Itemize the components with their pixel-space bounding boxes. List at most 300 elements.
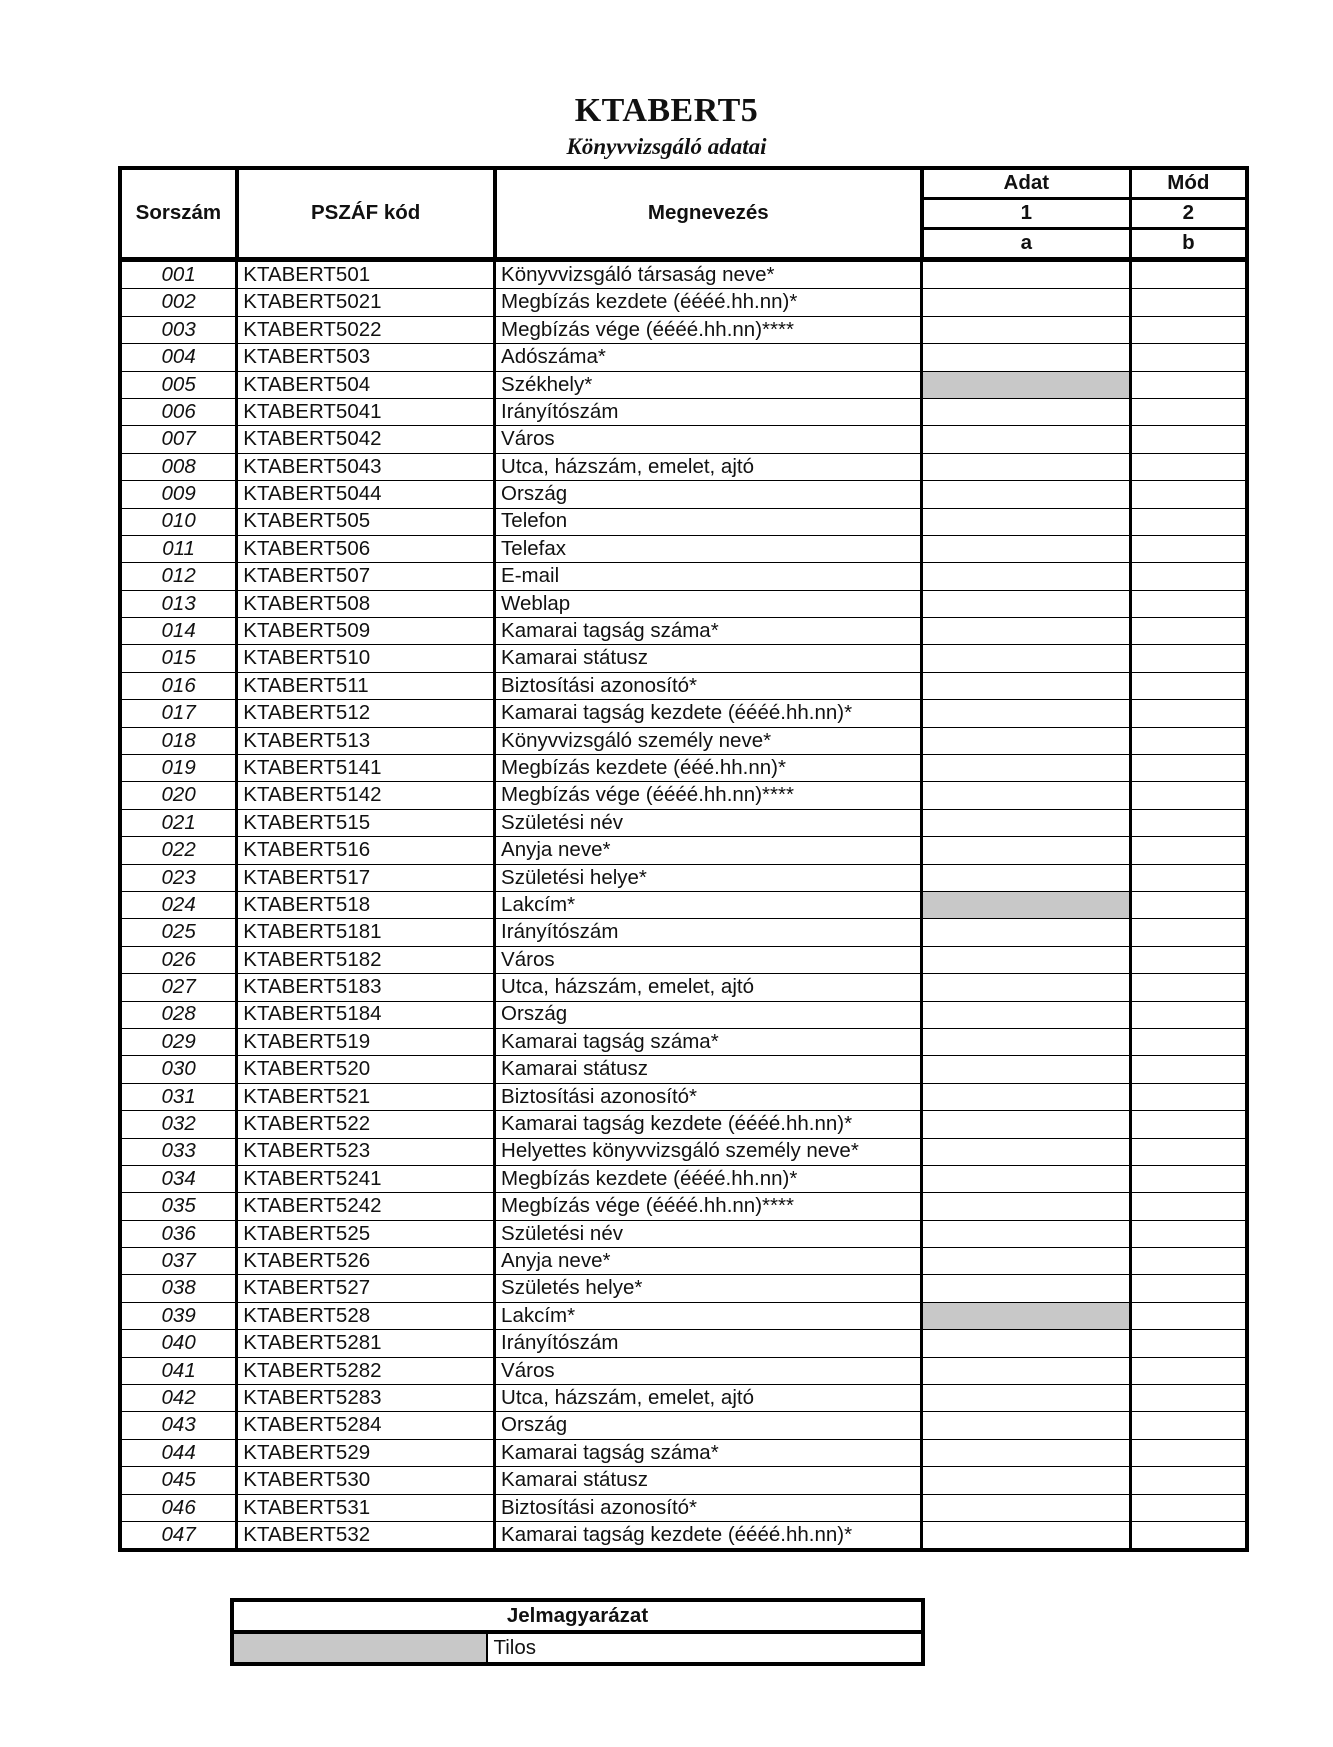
row-adat-cell [922, 590, 1130, 617]
table-row [120, 508, 1247, 535]
row-megnevezes: Telefax [495, 535, 922, 562]
row-sorszam: 001 [120, 260, 237, 289]
table-row [120, 891, 1247, 918]
table-row [120, 1138, 1247, 1165]
row-pszaf-kod: KTABERT503 [237, 344, 495, 371]
row-megnevezes: Helyettes könyvvizsgáló személy neve* [495, 1138, 922, 1165]
row-sorszam: 009 [120, 481, 237, 508]
row-adat-cell [922, 1056, 1130, 1083]
row-mod-cell [1130, 755, 1247, 782]
row-sorszam: 026 [120, 946, 237, 973]
row-pszaf-kod: KTABERT527 [237, 1275, 495, 1302]
table-row [120, 1028, 1247, 1055]
row-megnevezes: Kamarai tagság kezdete (éééé.hh.nn)* [495, 1111, 922, 1138]
row-mod-cell [1130, 618, 1247, 645]
table-row [120, 1385, 1247, 1412]
table-row [120, 453, 1247, 480]
row-pszaf-kod: KTABERT5022 [237, 316, 495, 343]
row-megnevezes: Kamarai státusz [495, 645, 922, 672]
row-adat-cell [922, 481, 1130, 508]
row-adat-cell [922, 837, 1130, 864]
table-row [120, 864, 1247, 891]
legend-table [230, 1598, 925, 1666]
table-row [120, 1467, 1247, 1494]
row-pszaf-kod: KTABERT5282 [237, 1357, 495, 1384]
row-sorszam: 038 [120, 1275, 237, 1302]
row-pszaf-kod: KTABERT511 [237, 672, 495, 699]
row-mod-cell [1130, 891, 1247, 918]
row-sorszam: 007 [120, 426, 237, 453]
row-adat-cell [922, 398, 1130, 425]
row-megnevezes: Anyja neve* [495, 1248, 922, 1275]
row-pszaf-kod: KTABERT5183 [237, 974, 495, 1001]
row-megnevezes: Születési helye* [495, 864, 922, 891]
row-sorszam: 021 [120, 809, 237, 836]
row-megnevezes: Születés helye* [495, 1275, 922, 1302]
row-megnevezes: Lakcím* [495, 1302, 922, 1329]
row-sorszam: 016 [120, 672, 237, 699]
row-adat-cell [922, 1467, 1130, 1494]
row-mod-cell [1130, 316, 1247, 343]
row-megnevezes: Biztosítási azonosító* [495, 672, 922, 699]
row-adat-cell [922, 260, 1130, 289]
row-mod-cell [1130, 1275, 1247, 1302]
row-adat-cell [922, 974, 1130, 1001]
row-megnevezes: Megbízás vége (éééé.hh.nn)**** [495, 316, 922, 343]
row-mod-cell [1130, 809, 1247, 836]
row-mod-cell [1130, 453, 1247, 480]
row-pszaf-kod: KTABERT518 [237, 891, 495, 918]
header-sorszam: Sorszám [120, 168, 237, 260]
row-adat-cell [922, 1357, 1130, 1384]
table-row [120, 1165, 1247, 1192]
row-mod-cell [1130, 864, 1247, 891]
row-sorszam: 014 [120, 618, 237, 645]
header-mod-number: 2 [1130, 199, 1247, 229]
row-megnevezes: Kamarai tagság száma* [495, 1028, 922, 1055]
row-adat-cell [922, 371, 1130, 398]
table-row [120, 289, 1247, 316]
row-megnevezes: Város [495, 426, 922, 453]
row-sorszam: 033 [120, 1138, 237, 1165]
row-mod-cell [1130, 426, 1247, 453]
row-pszaf-kod: KTABERT531 [237, 1494, 495, 1521]
row-pszaf-kod: KTABERT525 [237, 1220, 495, 1247]
row-mod-cell [1130, 1385, 1247, 1412]
row-pszaf-kod: KTABERT5184 [237, 1001, 495, 1028]
row-pszaf-kod: KTABERT512 [237, 700, 495, 727]
row-adat-cell [922, 1412, 1130, 1439]
row-pszaf-kod: KTABERT5242 [237, 1193, 495, 1220]
row-mod-cell [1130, 289, 1247, 316]
row-sorszam: 037 [120, 1248, 237, 1275]
table-row [120, 946, 1247, 973]
row-sorszam: 027 [120, 974, 237, 1001]
row-adat-cell [922, 453, 1130, 480]
row-pszaf-kod: KTABERT5041 [237, 398, 495, 425]
table-row [120, 919, 1247, 946]
row-adat-cell [922, 919, 1130, 946]
row-sorszam: 023 [120, 864, 237, 891]
row-mod-cell [1130, 1056, 1247, 1083]
table-row [120, 645, 1247, 672]
row-adat-cell [922, 508, 1130, 535]
row-megnevezes: Város [495, 1357, 922, 1384]
row-mod-cell [1130, 508, 1247, 535]
row-sorszam: 045 [120, 1467, 237, 1494]
table-row [120, 700, 1247, 727]
row-sorszam: 010 [120, 508, 237, 535]
row-mod-cell [1130, 837, 1247, 864]
row-pszaf-kod: KTABERT519 [237, 1028, 495, 1055]
table-body [120, 260, 1247, 1551]
row-pszaf-kod: KTABERT5284 [237, 1412, 495, 1439]
header-megnevezes: Megnevezés [495, 168, 922, 260]
row-megnevezes: Biztosítási azonosító* [495, 1494, 922, 1521]
row-sorszam: 005 [120, 371, 237, 398]
row-pszaf-kod: KTABERT516 [237, 837, 495, 864]
row-megnevezes: Irányítószám [495, 1330, 922, 1357]
data-table [118, 166, 1249, 1552]
row-mod-cell [1130, 1111, 1247, 1138]
row-adat-cell [922, 426, 1130, 453]
table-row [120, 809, 1247, 836]
table-row [120, 260, 1247, 289]
row-pszaf-kod: KTABERT504 [237, 371, 495, 398]
row-sorszam: 042 [120, 1385, 237, 1412]
row-megnevezes: Könyvvizsgáló társaság neve* [495, 260, 922, 289]
table-row [120, 590, 1247, 617]
table-row [120, 1521, 1247, 1550]
table-row [120, 672, 1247, 699]
row-sorszam: 019 [120, 755, 237, 782]
row-megnevezes: Megbízás kezdete (éééé.hh.nn)* [495, 289, 922, 316]
row-mod-cell [1130, 645, 1247, 672]
row-mod-cell [1130, 1357, 1247, 1384]
row-pszaf-kod: KTABERT5281 [237, 1330, 495, 1357]
table-row [120, 618, 1247, 645]
row-pszaf-kod: KTABERT5142 [237, 782, 495, 809]
row-mod-cell [1130, 672, 1247, 699]
row-sorszam: 046 [120, 1494, 237, 1521]
row-pszaf-kod: KTABERT529 [237, 1439, 495, 1466]
table-row [120, 1275, 1247, 1302]
legend-swatch [232, 1632, 487, 1664]
row-adat-cell [922, 1138, 1130, 1165]
row-adat-cell [922, 1385, 1130, 1412]
row-adat-cell [922, 864, 1130, 891]
row-pszaf-kod: KTABERT532 [237, 1521, 495, 1550]
row-mod-cell [1130, 1467, 1247, 1494]
row-adat-cell [922, 809, 1130, 836]
row-megnevezes: Irányítószám [495, 919, 922, 946]
row-sorszam: 013 [120, 590, 237, 617]
row-pszaf-kod: KTABERT5181 [237, 919, 495, 946]
row-adat-cell [922, 1193, 1130, 1220]
row-pszaf-kod: KTABERT5141 [237, 755, 495, 782]
row-mod-cell [1130, 974, 1247, 1001]
row-megnevezes: Kamarai tagság száma* [495, 618, 922, 645]
row-sorszam: 002 [120, 289, 237, 316]
row-mod-cell [1130, 700, 1247, 727]
row-sorszam: 011 [120, 535, 237, 562]
row-pszaf-kod: KTABERT505 [237, 508, 495, 535]
row-adat-cell [922, 1302, 1130, 1329]
row-sorszam: 039 [120, 1302, 237, 1329]
row-sorszam: 020 [120, 782, 237, 809]
row-sorszam: 012 [120, 563, 237, 590]
row-sorszam: 035 [120, 1193, 237, 1220]
legend-title: Jelmagyarázat [232, 1600, 923, 1632]
table-row [120, 1083, 1247, 1110]
row-mod-cell [1130, 1302, 1247, 1329]
table-row [120, 1302, 1247, 1329]
row-pszaf-kod: KTABERT508 [237, 590, 495, 617]
row-pszaf-kod: KTABERT515 [237, 809, 495, 836]
row-adat-cell [922, 1001, 1130, 1028]
row-megnevezes: Weblap [495, 590, 922, 617]
row-megnevezes: Kamarai tagság száma* [495, 1439, 922, 1466]
row-mod-cell [1130, 481, 1247, 508]
row-sorszam: 017 [120, 700, 237, 727]
table-row [120, 1001, 1247, 1028]
row-adat-cell [922, 1028, 1130, 1055]
row-pszaf-kod: KTABERT520 [237, 1056, 495, 1083]
row-sorszam: 015 [120, 645, 237, 672]
row-pszaf-kod: KTABERT506 [237, 535, 495, 562]
row-megnevezes: Telefon [495, 508, 922, 535]
row-sorszam: 034 [120, 1165, 237, 1192]
row-sorszam: 043 [120, 1412, 237, 1439]
row-mod-cell [1130, 919, 1247, 946]
row-mod-cell [1130, 1193, 1247, 1220]
row-megnevezes: Anyja neve* [495, 837, 922, 864]
row-adat-cell [922, 700, 1130, 727]
row-mod-cell [1130, 782, 1247, 809]
row-mod-cell [1130, 398, 1247, 425]
row-mod-cell [1130, 371, 1247, 398]
row-megnevezes: Megbízás kezdete (éééé.hh.nn)* [495, 1165, 922, 1192]
row-mod-cell [1130, 1165, 1247, 1192]
header-adat-number: 1 [922, 199, 1130, 229]
legend-label: Tilos [487, 1632, 923, 1664]
table-row [120, 1412, 1247, 1439]
document-title: KTABERT5 [574, 92, 759, 129]
row-adat-cell [922, 782, 1130, 809]
row-megnevezes: Ország [495, 1001, 922, 1028]
row-adat-cell [922, 289, 1130, 316]
row-mod-cell [1130, 590, 1247, 617]
row-sorszam: 018 [120, 727, 237, 754]
table-row [120, 535, 1247, 562]
row-adat-cell [922, 1165, 1130, 1192]
row-megnevezes: Székhely* [495, 371, 922, 398]
row-adat-cell [922, 672, 1130, 699]
row-adat-cell [922, 1275, 1130, 1302]
row-megnevezes: Adószáma* [495, 344, 922, 371]
row-pszaf-kod: KTABERT521 [237, 1083, 495, 1110]
row-mod-cell [1130, 1083, 1247, 1110]
table-row [120, 1193, 1247, 1220]
row-pszaf-kod: KTABERT501 [237, 260, 495, 289]
row-sorszam: 032 [120, 1111, 237, 1138]
table-row [120, 1439, 1247, 1466]
table-row [120, 755, 1247, 782]
row-adat-cell [922, 946, 1130, 973]
row-megnevezes: Születési név [495, 809, 922, 836]
row-megnevezes: Születési név [495, 1220, 922, 1247]
row-adat-cell [922, 1330, 1130, 1357]
table-row [120, 481, 1247, 508]
row-mod-cell [1130, 727, 1247, 754]
row-sorszam: 030 [120, 1056, 237, 1083]
row-pszaf-kod: KTABERT5021 [237, 289, 495, 316]
row-pszaf-kod: KTABERT513 [237, 727, 495, 754]
row-sorszam: 022 [120, 837, 237, 864]
table-row [120, 782, 1247, 809]
table-row [120, 1248, 1247, 1275]
row-sorszam: 028 [120, 1001, 237, 1028]
row-mod-cell [1130, 563, 1247, 590]
row-adat-cell [922, 563, 1130, 590]
row-adat-cell [922, 1439, 1130, 1466]
row-mod-cell [1130, 1001, 1247, 1028]
row-pszaf-kod: KTABERT510 [237, 645, 495, 672]
row-mod-cell [1130, 1494, 1247, 1521]
row-pszaf-kod: KTABERT522 [237, 1111, 495, 1138]
table-row [120, 1330, 1247, 1357]
header-mod-letter: b [1130, 229, 1247, 260]
row-megnevezes: Kamarai tagság kezdete (éééé.hh.nn)* [495, 1521, 922, 1550]
row-megnevezes: E-mail [495, 563, 922, 590]
row-adat-cell [922, 344, 1130, 371]
row-sorszam: 031 [120, 1083, 237, 1110]
row-pszaf-kod: KTABERT509 [237, 618, 495, 645]
row-adat-cell [922, 1220, 1130, 1247]
row-sorszam: 036 [120, 1220, 237, 1247]
row-megnevezes: Megbízás vége (éééé.hh.nn)**** [495, 1193, 922, 1220]
row-adat-cell [922, 316, 1130, 343]
header-adat: Adat [922, 168, 1130, 199]
row-pszaf-kod: KTABERT523 [237, 1138, 495, 1165]
row-sorszam: 041 [120, 1357, 237, 1384]
table-row [120, 974, 1247, 1001]
table-row [120, 1220, 1247, 1247]
table-row [120, 1357, 1247, 1384]
table-row [120, 398, 1247, 425]
table-row [120, 316, 1247, 343]
row-megnevezes: Lakcím* [495, 891, 922, 918]
row-adat-cell [922, 891, 1130, 918]
table-row [120, 1056, 1247, 1083]
row-mod-cell [1130, 1248, 1247, 1275]
row-pszaf-kod: KTABERT5182 [237, 946, 495, 973]
row-megnevezes: Megbízás vége (éééé.hh.nn)**** [495, 782, 922, 809]
row-pszaf-kod: KTABERT5043 [237, 453, 495, 480]
row-megnevezes: Város [495, 946, 922, 973]
row-pszaf-kod: KTABERT528 [237, 1302, 495, 1329]
row-megnevezes: Kamarai státusz [495, 1056, 922, 1083]
table-row [120, 1494, 1247, 1521]
header-mod: Mód [1130, 168, 1247, 199]
row-adat-cell [922, 1521, 1130, 1550]
row-mod-cell [1130, 260, 1247, 289]
row-mod-cell [1130, 1028, 1247, 1055]
row-sorszam: 004 [120, 344, 237, 371]
table-row [120, 837, 1247, 864]
row-megnevezes: Utca, házszám, emelet, ajtó [495, 453, 922, 480]
row-megnevezes: Kamarai státusz [495, 1467, 922, 1494]
row-sorszam: 003 [120, 316, 237, 343]
row-adat-cell [922, 1083, 1130, 1110]
row-megnevezes: Irányítószám [495, 398, 922, 425]
table-row [120, 426, 1247, 453]
row-megnevezes: Utca, házszám, emelet, ajtó [495, 1385, 922, 1412]
row-pszaf-kod: KTABERT5044 [237, 481, 495, 508]
row-pszaf-kod: KTABERT526 [237, 1248, 495, 1275]
header-adat-letter: a [922, 229, 1130, 260]
row-pszaf-kod: KTABERT507 [237, 563, 495, 590]
row-mod-cell [1130, 1412, 1247, 1439]
document-subtitle: Könyvvizsgáló adatai [566, 134, 767, 159]
row-megnevezes: Könyvvizsgáló személy neve* [495, 727, 922, 754]
row-megnevezes: Ország [495, 1412, 922, 1439]
table-row [120, 344, 1247, 371]
row-adat-cell [922, 1111, 1130, 1138]
row-megnevezes: Ország [495, 481, 922, 508]
row-sorszam: 024 [120, 891, 237, 918]
table-header [120, 168, 1247, 260]
row-sorszam: 040 [120, 1330, 237, 1357]
row-adat-cell [922, 535, 1130, 562]
row-sorszam: 006 [120, 398, 237, 425]
table-row [120, 563, 1247, 590]
row-sorszam: 029 [120, 1028, 237, 1055]
row-mod-cell [1130, 1220, 1247, 1247]
row-pszaf-kod: KTABERT517 [237, 864, 495, 891]
row-megnevezes: Utca, házszám, emelet, ajtó [495, 974, 922, 1001]
row-pszaf-kod: KTABERT5241 [237, 1165, 495, 1192]
row-adat-cell [922, 755, 1130, 782]
row-megnevezes: Megbízás kezdete (ééé.hh.nn)* [495, 755, 922, 782]
row-sorszam: 044 [120, 1439, 237, 1466]
row-mod-cell [1130, 1521, 1247, 1550]
row-megnevezes: Biztosítási azonosító* [495, 1083, 922, 1110]
row-mod-cell [1130, 1330, 1247, 1357]
row-mod-cell [1130, 535, 1247, 562]
table-row [120, 371, 1247, 398]
row-sorszam: 047 [120, 1521, 237, 1550]
row-adat-cell [922, 645, 1130, 672]
row-pszaf-kod: KTABERT5283 [237, 1385, 495, 1412]
row-adat-cell [922, 618, 1130, 645]
row-pszaf-kod: KTABERT5042 [237, 426, 495, 453]
table-row [120, 727, 1247, 754]
row-sorszam: 008 [120, 453, 237, 480]
row-mod-cell [1130, 1138, 1247, 1165]
row-mod-cell [1130, 1439, 1247, 1466]
row-adat-cell [922, 727, 1130, 754]
row-mod-cell [1130, 946, 1247, 973]
table-row [120, 1111, 1247, 1138]
row-megnevezes: Kamarai tagság kezdete (éééé.hh.nn)* [495, 700, 922, 727]
row-sorszam: 025 [120, 919, 237, 946]
row-pszaf-kod: KTABERT530 [237, 1467, 495, 1494]
header-pszaf-kod: PSZÁF kód [237, 168, 495, 260]
row-adat-cell [922, 1494, 1130, 1521]
row-adat-cell [922, 1248, 1130, 1275]
row-mod-cell [1130, 344, 1247, 371]
